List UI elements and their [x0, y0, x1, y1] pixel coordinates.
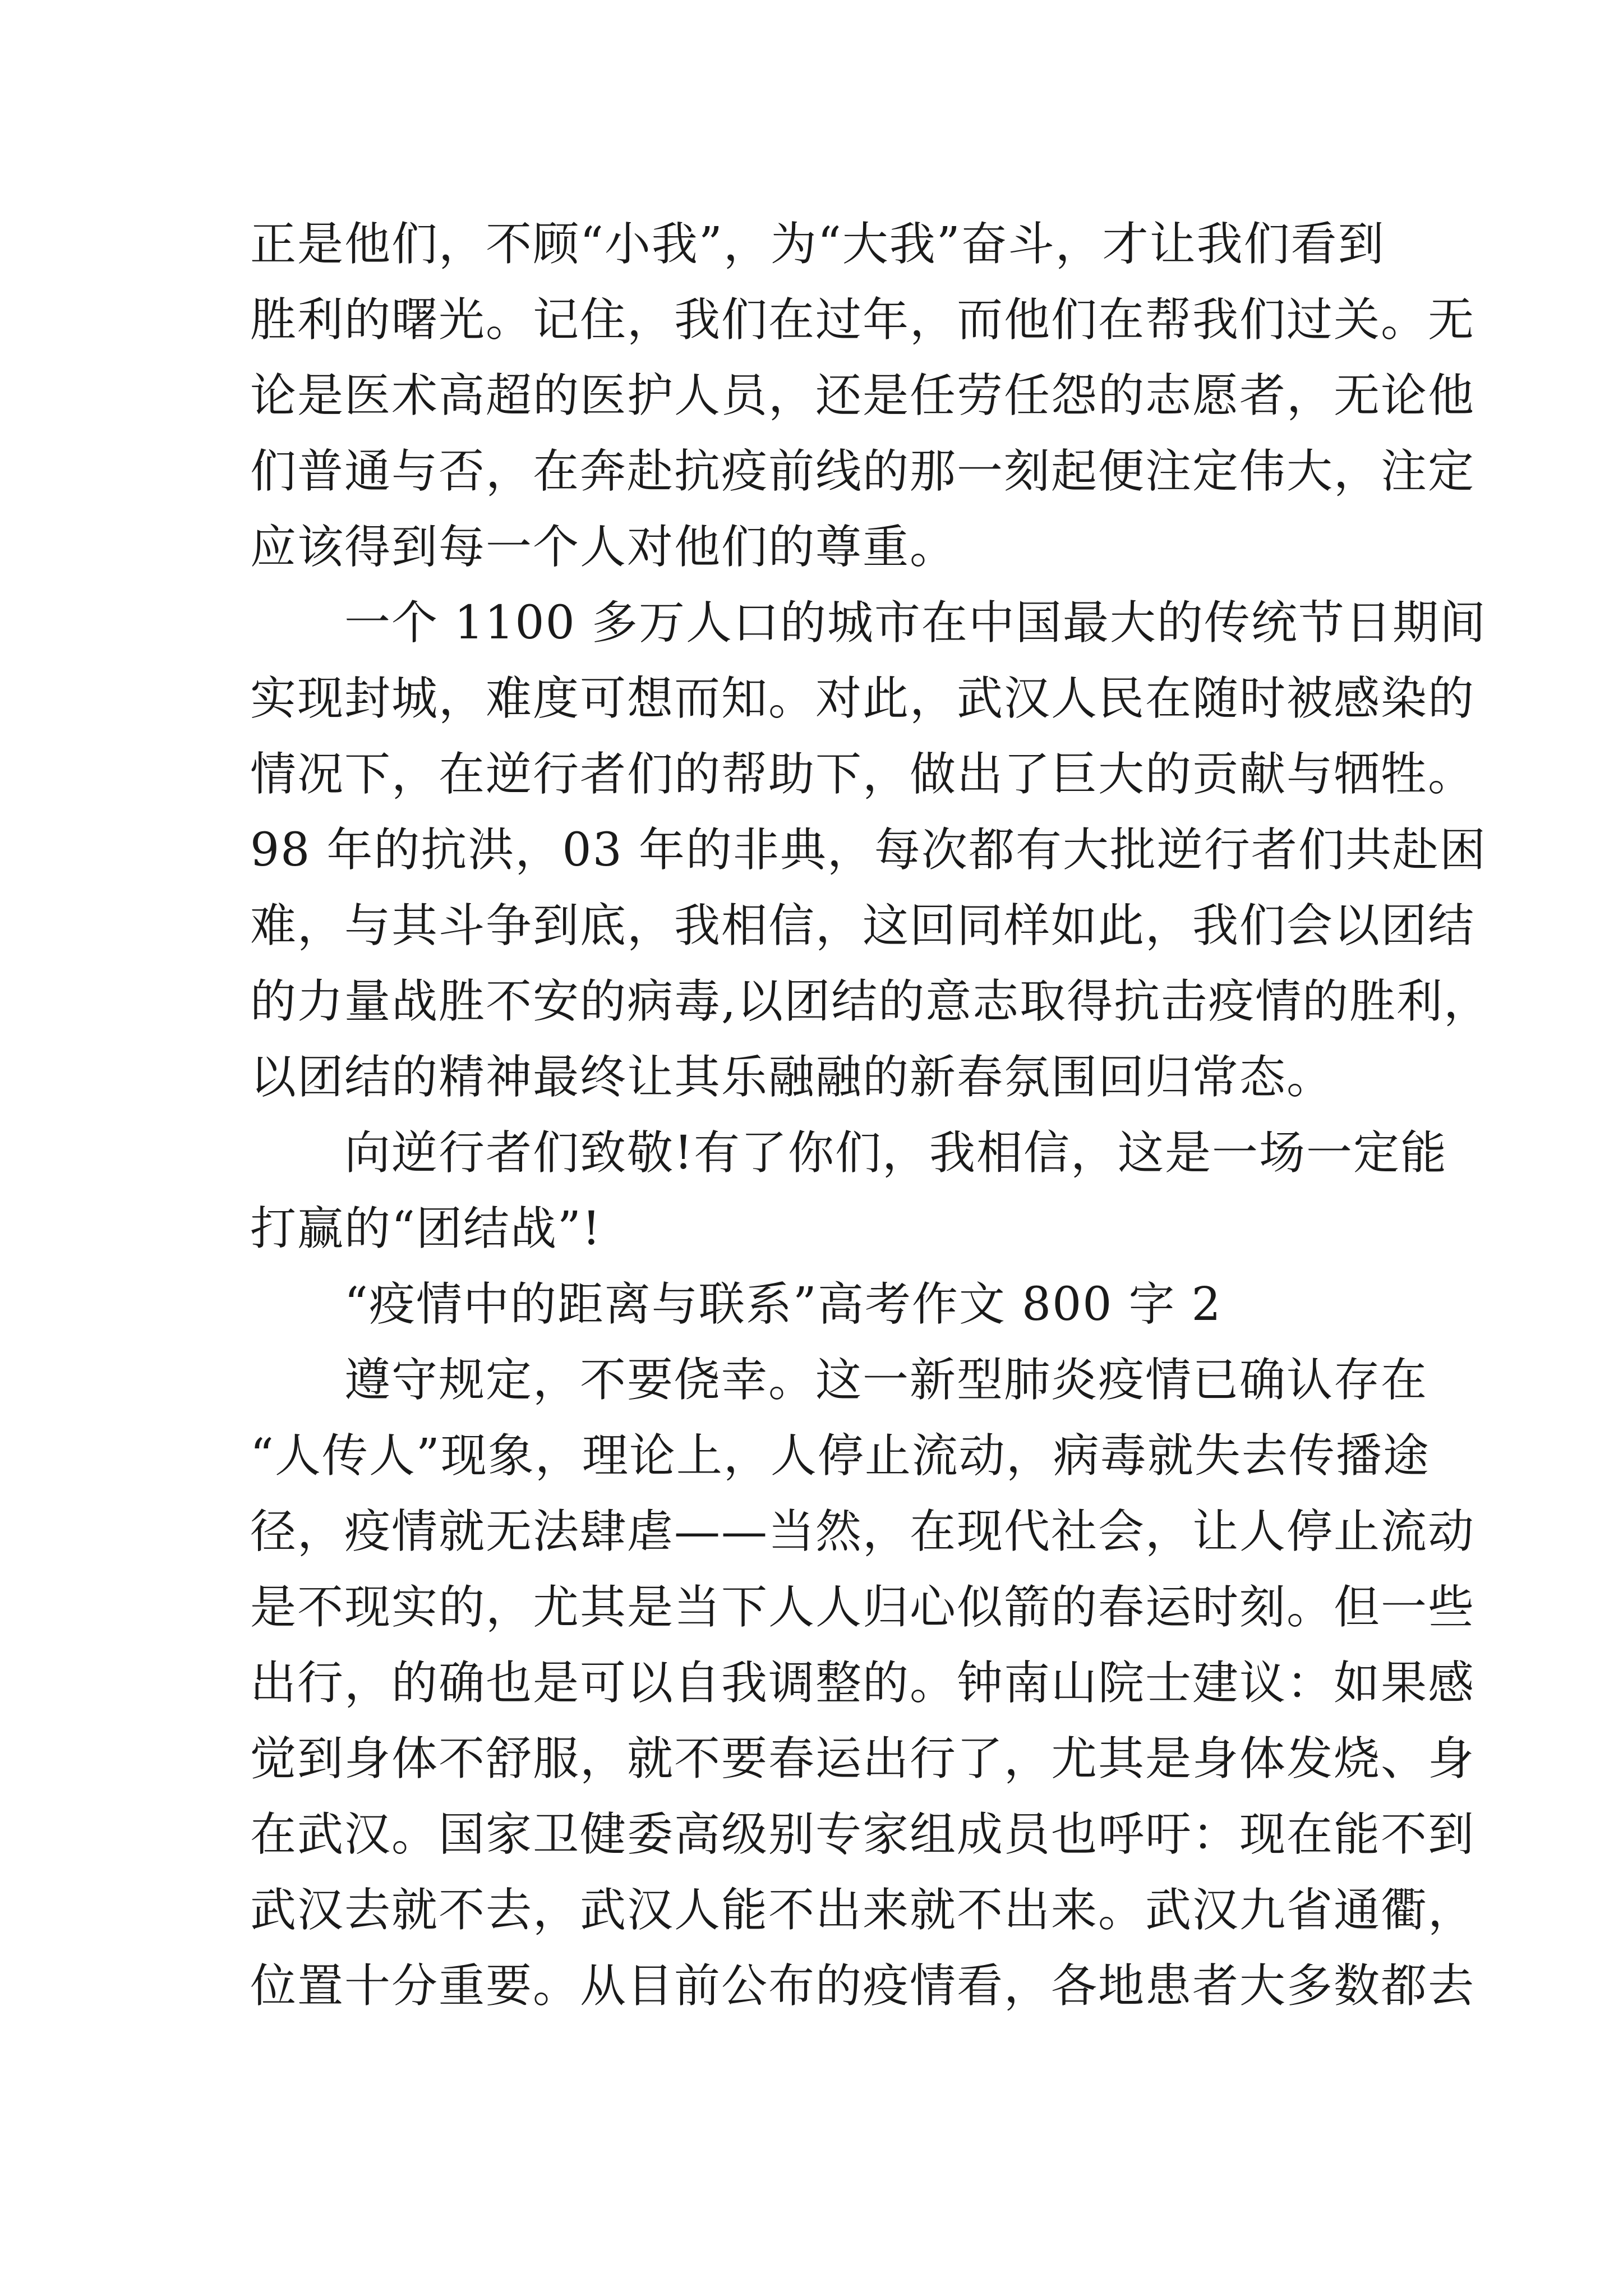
text-line: 情况下，在逆行者们的帮助下，做出了巨大的贡献与牺牲。	[250, 748, 1476, 801]
text-line: 难，与其斗争到底，我相信，这回同样如此，我们会以团结	[250, 899, 1476, 953]
text-line: 以团结的精神最终让其乐融融的新春氛围回归常态。	[250, 1051, 1334, 1104]
text-line: 打赢的“团结战”!	[250, 1202, 602, 1255]
text-line: 胜利的曙光。记住，我们在过年，而他们在帮我们过关。无	[250, 293, 1476, 347]
text-line: 一个 1100 多万人口的城市在中国最大的传统节日期间	[250, 596, 1487, 650]
text-line: “人传人”现象，理论上，人停止流动，病毒就失去传播途	[250, 1429, 1430, 1483]
text-line: 遵守规定，不要侥幸。这一新型肺炎疫情已确认存在	[250, 1354, 1428, 1407]
text-line: 出行，的确也是可以自我调整的。钟南山院士建议：如果感	[250, 1657, 1476, 1710]
text-line: 正是他们，不顾“小我”，为“大我”奋斗，才让我们看到	[250, 218, 1385, 271]
text-line: 应该得到每一个人对他们的尊重。	[250, 521, 957, 574]
text-line: 的力量战胜不安的病毒,以团结的意志取得抗击疫情的胜利，	[250, 975, 1491, 1028]
text-line: 们普通与否，在奔赴抗疫前线的那一刻起便注定伟大，注定	[250, 445, 1476, 498]
text-line: 98 年的抗洪，03 年的非典，每次都有大批逆行者们共赴困	[250, 823, 1487, 877]
text-line: 在武汉。国家卫健委高级别专家组成员也呼吁：现在能不到	[250, 1808, 1476, 1861]
article-body	[250, 206, 1491, 2024]
text-line: 径，疫情就无法肆虐——当然，在现代社会，让人停止流动	[250, 1505, 1476, 1558]
text-line: 觉到身体不舒服，就不要春运出行了，尤其是身体发烧、身	[250, 1732, 1476, 1786]
section-heading: “疫情中的距离与联系”高考作文 800 字 2	[250, 1278, 1222, 1331]
text-line: 位置十分重要。从目前公布的疫情看，各地患者大多数都去	[250, 1959, 1476, 2013]
text-line: 实现封城，难度可想而知。对此，武汉人民在随时被感染的	[250, 672, 1476, 725]
text-line: 向逆行者们致敬!有了你们，我相信，这是一场一定能	[250, 1126, 1447, 1180]
text-line: 武汉去就不去，武汉人能不出来就不出来。武汉九省通衢，	[250, 1884, 1476, 1937]
text-line: 论是医术高超的医护人员，还是任劳任怨的志愿者，无论他	[250, 369, 1476, 422]
text-line: 是不现实的，尤其是当下人人归心似箭的春运时刻。但一些	[250, 1581, 1476, 1634]
